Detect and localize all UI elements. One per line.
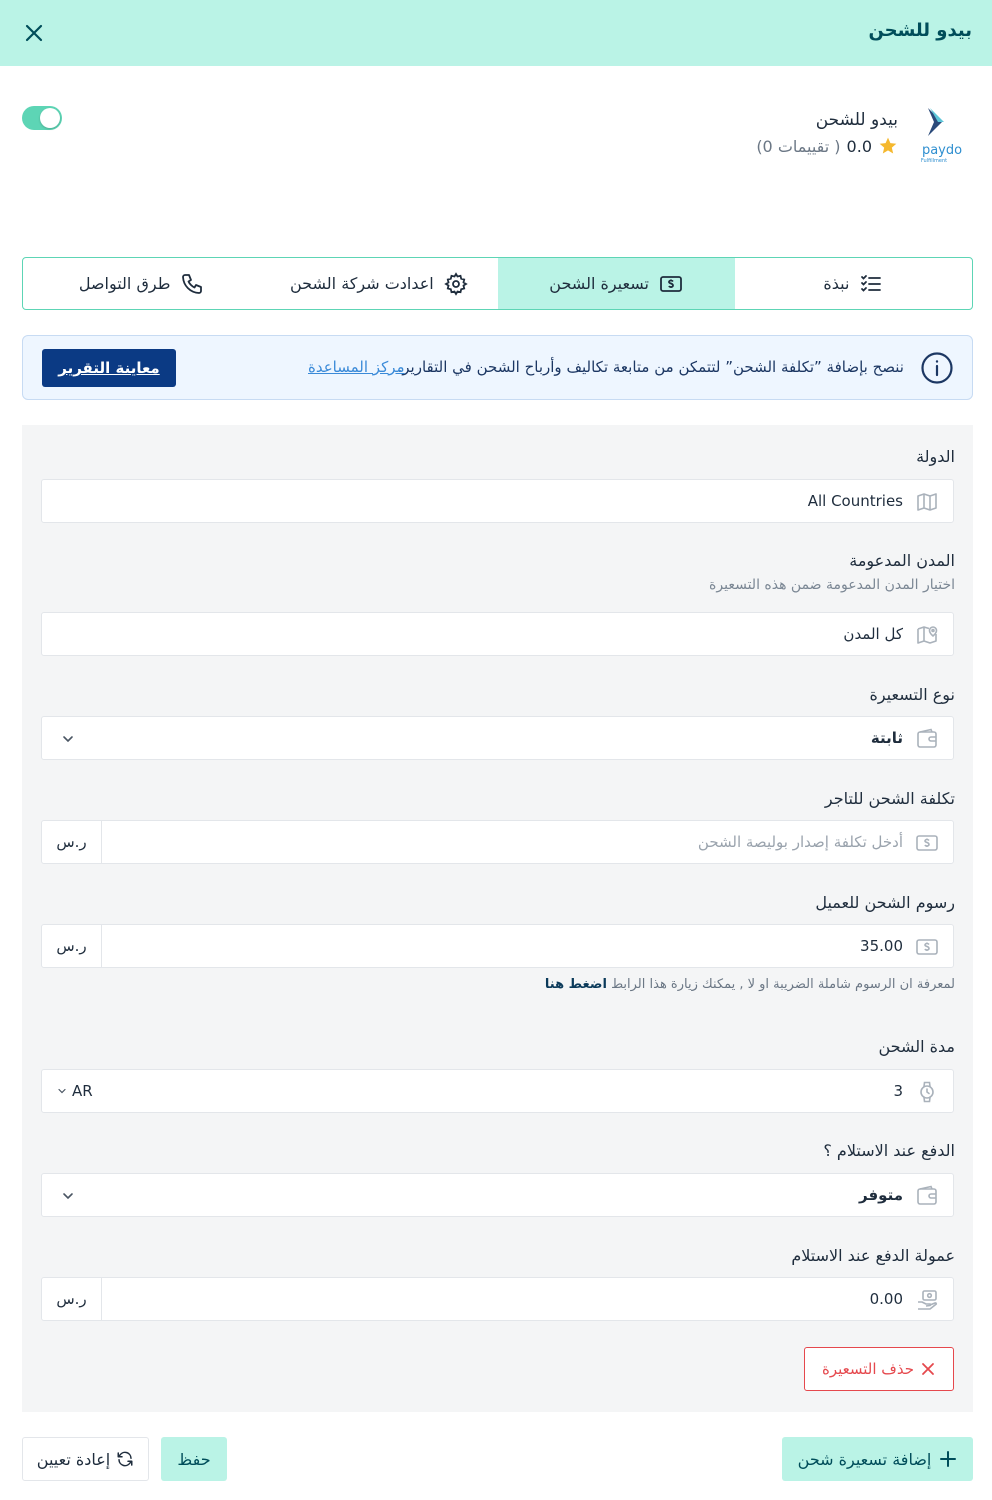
duration-label: مدة الشحن xyxy=(878,1037,955,1056)
alert-message: ننصح بإضافة ”تكلفة الشحن” لتتمكن من متابعة تكاليف وأرباح الشحن في التقارير. xyxy=(397,358,904,376)
help-center-link[interactable]: مركز المساعدة xyxy=(308,358,405,376)
currency-unit: ر.س xyxy=(42,1278,102,1320)
cash-hand-icon xyxy=(915,1288,939,1312)
reset-button[interactable] xyxy=(22,1437,149,1481)
cod-select[interactable] xyxy=(41,1173,954,1217)
preview-report-button[interactable]: معاينة التقرير xyxy=(42,349,176,387)
watch-icon xyxy=(915,1080,939,1104)
money-icon xyxy=(915,935,939,959)
pricing-form xyxy=(22,425,973,1412)
cities-select[interactable] xyxy=(41,612,954,656)
money-icon xyxy=(659,272,683,296)
toggle-knob xyxy=(40,108,60,128)
pricing-type-label: نوع التسعيرة xyxy=(869,685,955,704)
tab-shipping-pricing[interactable] xyxy=(498,258,735,309)
company-name: بيدو للشحن xyxy=(815,110,898,130)
pricing-type-select[interactable] xyxy=(41,716,954,760)
money-icon xyxy=(915,831,939,855)
cod-label: الدفع عند الاستلام ؟ xyxy=(823,1141,955,1160)
duration-input[interactable] xyxy=(41,1069,954,1113)
tax-note xyxy=(545,977,955,992)
cities-sublabel: اختيار المدن المدعومة ضمن هذه التسعيرة xyxy=(709,577,955,593)
tab-label: تسعيرة الشحن xyxy=(549,274,649,293)
map-pin-icon xyxy=(915,623,939,647)
country-value: All Countries xyxy=(807,492,903,510)
tab-company-settings[interactable] xyxy=(260,258,497,309)
pricing-type-value: ثابتة xyxy=(870,729,903,747)
cod-value: متوفر xyxy=(859,1186,903,1204)
cities-value: كل المدن xyxy=(843,625,903,643)
customer-fee-label: رسوم الشحن للعميل xyxy=(815,893,955,912)
duration-language: AR xyxy=(72,1082,93,1100)
merchant-cost-placeholder: أدخل تكلفة إصدار بوليصة الشحن xyxy=(697,833,903,851)
tab-label: طرق التواصل xyxy=(78,274,171,293)
tab-contact-methods[interactable] xyxy=(23,258,260,309)
currency-unit: ر.س xyxy=(42,821,102,863)
chevron-down-icon xyxy=(56,1085,68,1097)
tax-note-text: لمعرفة ان الرسوم شاملة الضريبة او لا , يمكنك زيارة هذا الرابط xyxy=(611,977,955,992)
country-label: الدولة xyxy=(916,447,955,466)
customer-fee-input[interactable] xyxy=(41,924,954,968)
wallet-icon xyxy=(915,1184,939,1208)
cities-label: المدن المدعومة xyxy=(849,551,955,570)
company-logo xyxy=(920,106,964,164)
save-button[interactable]: حفظ xyxy=(161,1437,227,1481)
company-rating xyxy=(756,136,898,156)
star-icon xyxy=(878,136,898,156)
info-alert xyxy=(22,335,973,400)
tabs-bar xyxy=(22,257,973,310)
company-enabled-toggle[interactable] xyxy=(22,106,62,130)
country-select[interactable] xyxy=(41,479,954,523)
chevron-down-icon xyxy=(60,731,76,747)
duration-language-select[interactable] xyxy=(56,1082,93,1100)
currency-unit: ر.س xyxy=(42,925,102,967)
page-title: بيدو للشحن xyxy=(868,20,972,41)
merchant-cost-input[interactable] xyxy=(41,820,954,864)
reset-label: إعادة تعيين xyxy=(36,1449,111,1469)
duration-value: 3 xyxy=(893,1082,903,1100)
add-pricing-label: إضافة تسعيرة شحن xyxy=(797,1449,932,1469)
add-pricing-button[interactable] xyxy=(782,1437,973,1481)
tab-label: اعدادت شركة الشحن xyxy=(290,274,434,293)
plus-icon xyxy=(939,1450,957,1468)
close-icon[interactable] xyxy=(22,21,46,45)
customer-fee-value: 35.00 xyxy=(860,937,903,955)
list-icon xyxy=(859,272,883,296)
tab-about[interactable] xyxy=(735,258,972,309)
cod-fee-label: عمولة الدفع عند الاستلام xyxy=(791,1246,955,1265)
rating-count: (0 تقييمات ) xyxy=(756,136,841,156)
cod-fee-input[interactable] xyxy=(41,1277,954,1321)
logo-subtext: Fulfillment xyxy=(920,158,948,164)
refresh-icon xyxy=(116,1450,134,1468)
merchant-cost-label: تكلفة الشحن للتاجر xyxy=(824,789,955,808)
tax-note-link[interactable]: اضغط هنا xyxy=(544,977,607,992)
cod-fee-value: 0.00 xyxy=(869,1290,903,1308)
delete-pricing-button[interactable] xyxy=(804,1347,954,1391)
chevron-down-icon xyxy=(60,1188,76,1204)
logo-text: paydo xyxy=(921,143,963,158)
close-icon xyxy=(920,1361,936,1377)
tab-label: نبذة xyxy=(823,274,850,293)
phone-icon xyxy=(180,272,204,296)
wallet-icon xyxy=(915,727,939,751)
map-icon xyxy=(915,490,939,514)
rating-value: 0.0 xyxy=(846,136,872,156)
page-header xyxy=(0,0,992,66)
gear-icon xyxy=(444,272,468,296)
info-icon xyxy=(920,351,954,385)
delete-pricing-label: حذف التسعيرة xyxy=(821,1360,914,1378)
